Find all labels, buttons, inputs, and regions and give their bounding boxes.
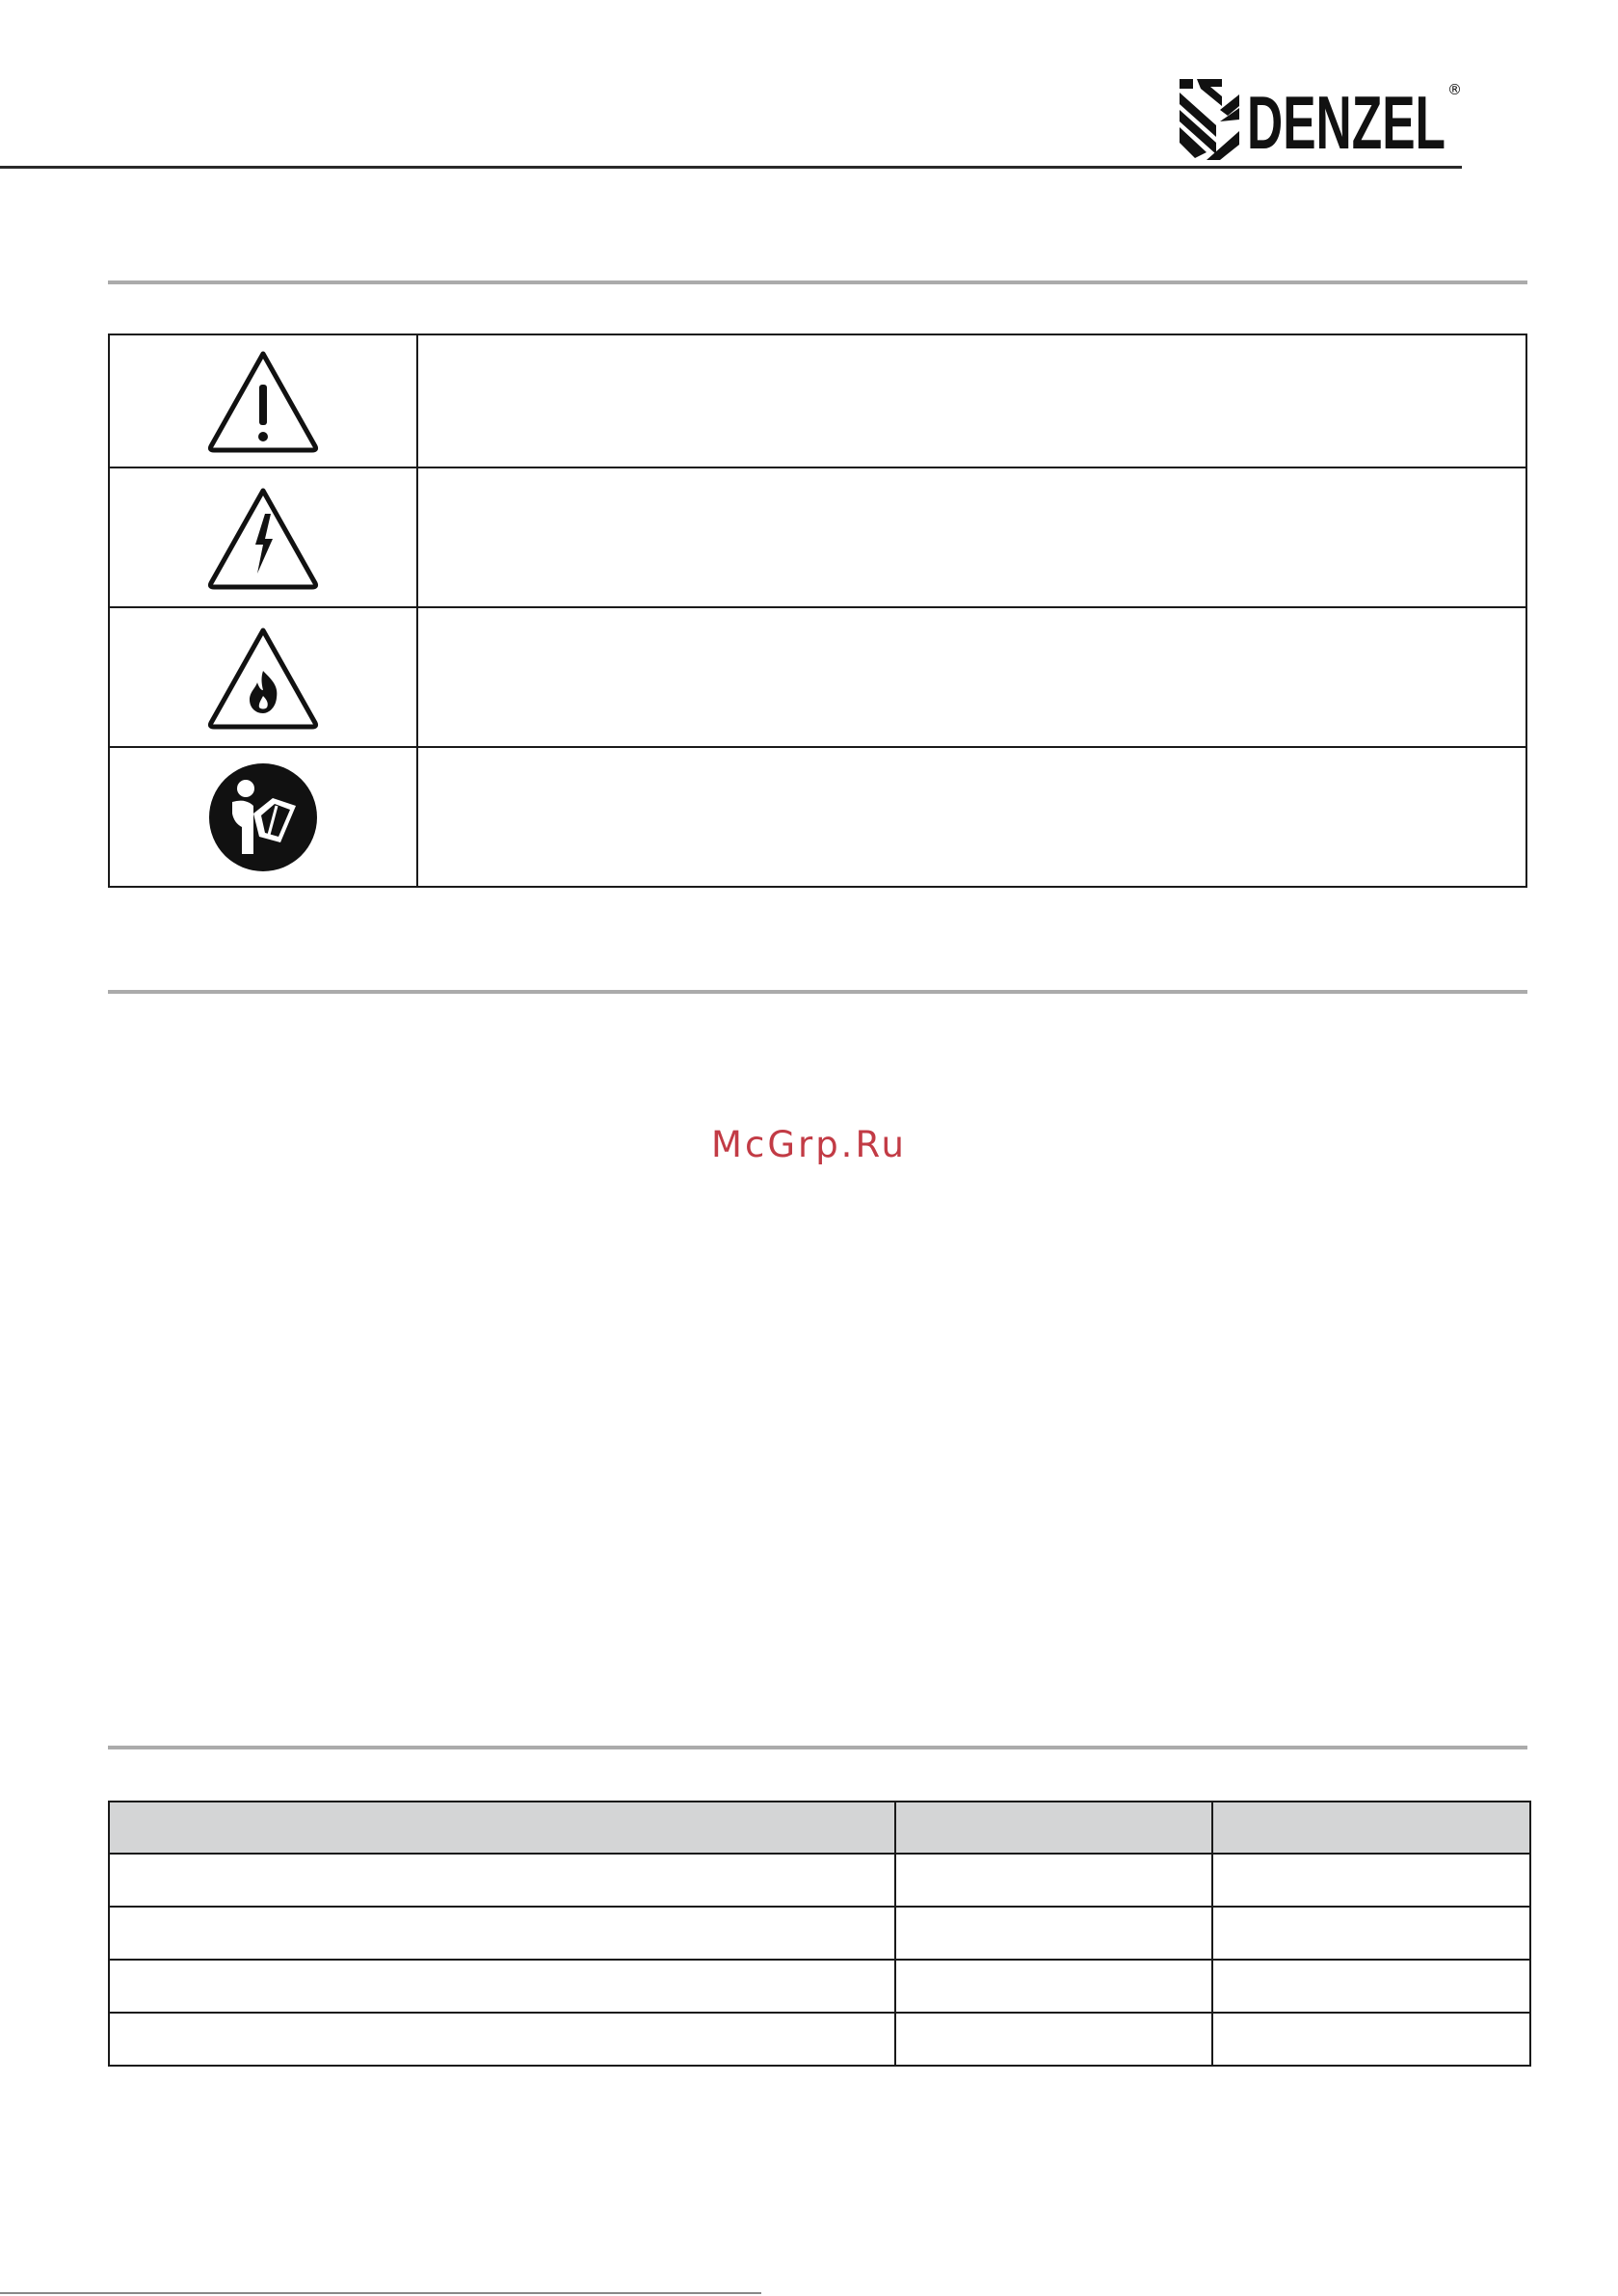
symbols-table	[108, 334, 1527, 888]
specs-header-cell	[109, 1802, 895, 1854]
symbol-icon-cell	[109, 467, 417, 607]
symbol-row	[109, 334, 1526, 467]
specs-cell	[109, 1907, 895, 1960]
specs-cell	[895, 1907, 1212, 1960]
table-row	[109, 2013, 1530, 2066]
registered-mark: ®	[1447, 81, 1462, 98]
table-row	[109, 1854, 1530, 1907]
specs-cell	[895, 2013, 1212, 2066]
table-row	[109, 1907, 1530, 1960]
table-row	[109, 1960, 1530, 2013]
specs-cell	[109, 1960, 895, 2013]
symbol-description	[417, 607, 1526, 747]
watermark-text: McGrp.Ru	[711, 1124, 907, 1165]
specs-cell	[109, 2013, 895, 2066]
read-manual-icon	[205, 760, 321, 875]
specs-cell	[1212, 1960, 1530, 2013]
symbol-row	[109, 747, 1526, 887]
section-divider-specs	[108, 1746, 1527, 1749]
symbol-description	[417, 467, 1526, 607]
symbol-icon-cell	[109, 747, 417, 887]
symbol-row	[109, 467, 1526, 607]
symbol-row	[109, 607, 1526, 747]
specs-cell	[1212, 1907, 1530, 1960]
specs-cell	[1212, 2013, 1530, 2066]
symbol-description	[417, 334, 1526, 467]
header-rule	[0, 166, 1462, 169]
specs-cell	[895, 1854, 1212, 1907]
specs-table	[108, 1801, 1531, 2067]
specs-header-cell	[1212, 1802, 1530, 1854]
symbol-icon-cell	[109, 334, 417, 467]
electric-shock-icon	[205, 485, 321, 591]
flammable-icon	[205, 625, 321, 731]
denzel-logo	[1178, 75, 1467, 162]
footer-rule	[0, 2292, 761, 2294]
specs-header-cell	[895, 1802, 1212, 1854]
specs-cell	[895, 1960, 1212, 2013]
warning-exclamation-icon	[205, 348, 321, 454]
denzel-logo-graphic	[1178, 75, 1467, 162]
symbol-icon-cell	[109, 607, 417, 747]
specs-header-row	[109, 1802, 1530, 1854]
section-divider-symbols	[108, 280, 1527, 284]
brand-wordmark: DENZEL	[1247, 80, 1446, 162]
specs-cell	[1212, 1854, 1530, 1907]
specs-cell	[109, 1854, 895, 1907]
symbol-description	[417, 747, 1526, 887]
section-divider-2	[108, 990, 1527, 994]
